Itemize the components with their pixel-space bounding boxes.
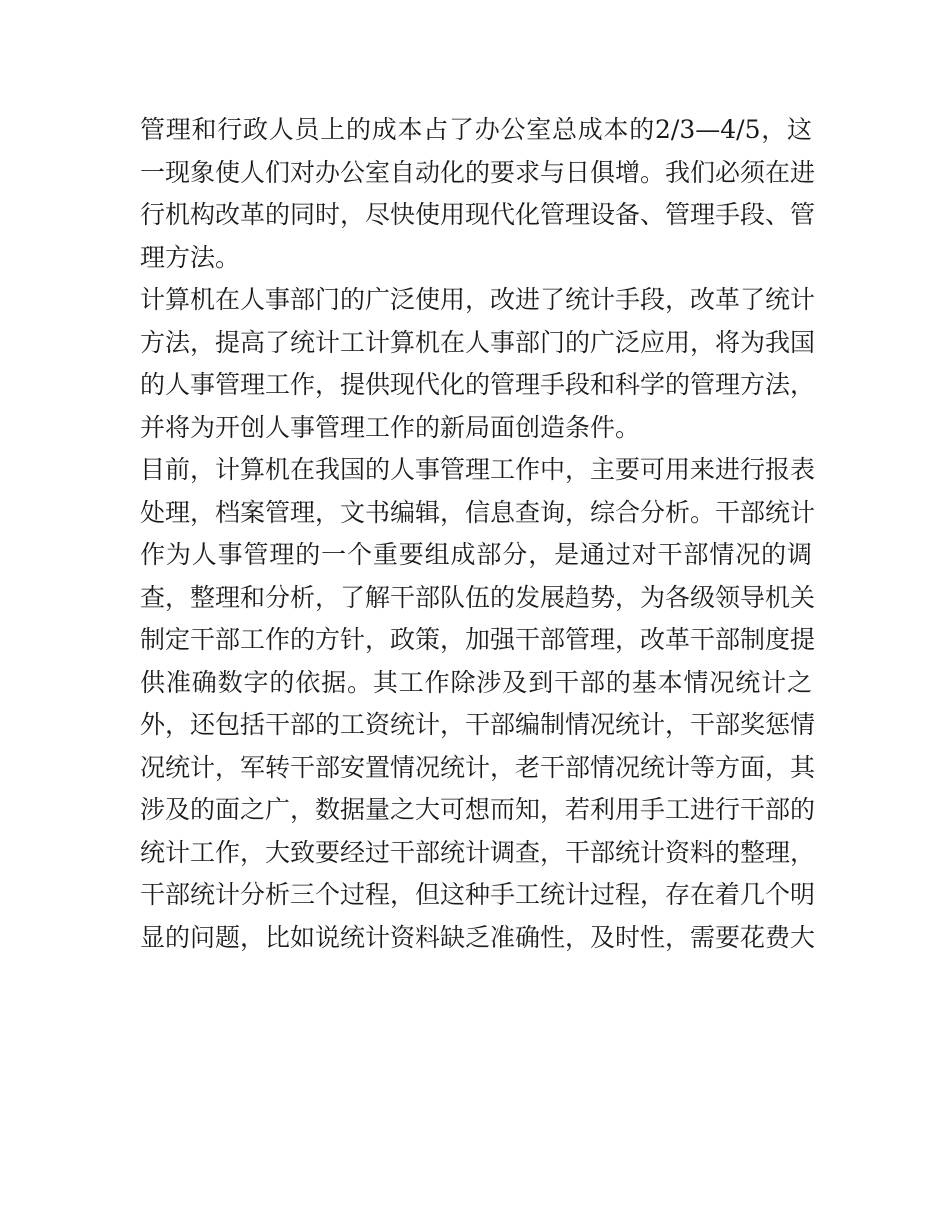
text-line: 制定干部工作的方针，政策，加强干部管理，改革干部制度提 <box>140 625 816 654</box>
text-line: 计算机在人事部门的广泛使用，改进了统计手段，改革了统计 <box>140 285 816 314</box>
text-line: 并将为开创人事管理工作的新局面创造条件。 <box>140 412 641 442</box>
text-line: 方法，提高了统计工计算机在人事部门的广泛应用，将为我国 <box>140 327 816 357</box>
text-line: 的人事管理工作，提供现代化的管理手段和科学的管理方法， <box>140 370 816 399</box>
text-line: 供准确数字的依据。其工作除涉及到干部的基本情况统计之 <box>140 667 812 697</box>
paragraph-computer-in-hr <box>140 279 816 449</box>
text-line: 统计工作，大致要经过干部统计调查，干部统计资料的整理， <box>140 837 816 867</box>
text-line: 显的问题，比如说统计资料缺乏准确性，及时性，需要花费大 <box>140 922 816 952</box>
paragraph-office-automation <box>140 109 816 279</box>
text-line: 目前，计算机在我国的人事管理工作中，主要可用来进行报表 <box>140 455 816 484</box>
text-line: 干部统计分析三个过程，但这种手工统计过程，存在着几个明 <box>140 880 816 909</box>
text-line: 涉及的面之广，数据量之大可想而知，若利用手工进行干部的 <box>140 795 816 824</box>
text-line: 管理和行政人员上的成本占了办公室总成本的2/3—4/5，这 <box>140 115 812 144</box>
text-line: 行机构改革的同时，尽快使用现代化管理设备、管理手段、管 <box>140 200 816 229</box>
paragraph-cadre-statistics <box>140 449 816 959</box>
text-line: 理方法。 <box>140 242 241 272</box>
text-line: 况统计，军转干部安置情况统计，老干部情况统计等方面，其 <box>140 752 816 782</box>
document-body <box>140 109 816 959</box>
text-line: 作为人事管理的一个重要组成部分，是通过对干部情况的调 <box>140 540 812 569</box>
text-line: 外，还包括干部的工资统计，干部编制情况统计，干部奖惩情 <box>140 710 816 739</box>
text-line: 查，整理和分析，了解干部队伍的发展趋势，为各级领导机关 <box>140 582 816 612</box>
text-line: 一现象使人们对办公室自动化的要求与日俱增。我们必须在进 <box>140 157 816 187</box>
text-line: 处理，档案管理，文书编辑，信息查询，综合分析。干部统计 <box>140 497 816 527</box>
